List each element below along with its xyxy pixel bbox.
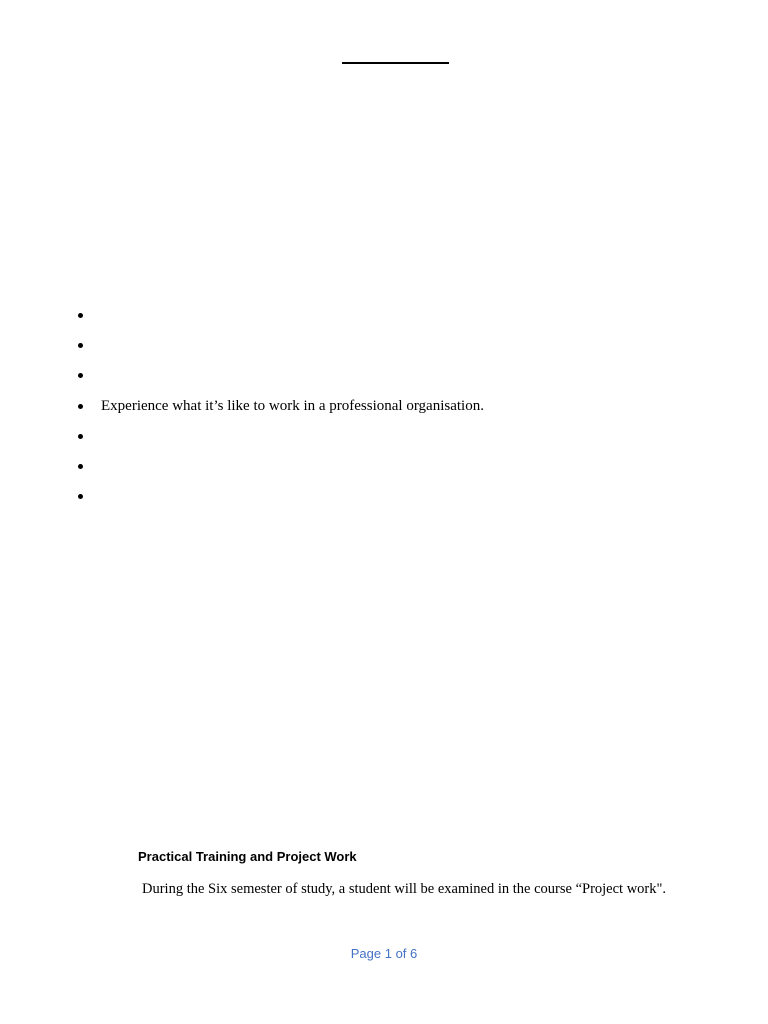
page-number-footer: Page 1 of 6: [350, 946, 418, 961]
list-item: [78, 391, 484, 421]
bullet-text: Experience what it’s like to work in a professional organisation.: [101, 397, 484, 414]
list-item: [78, 361, 484, 391]
section-heading: Practical Training and Project Work: [138, 849, 357, 864]
bullet-icon: [78, 373, 83, 378]
bullet-icon: [78, 343, 83, 348]
list-item: [78, 451, 484, 481]
list-item: [78, 482, 484, 512]
list-item: [78, 421, 484, 451]
list-item: [78, 330, 484, 360]
section-paragraph: During the Six semester of study, a student will be examined in the course “Project work".: [142, 881, 667, 897]
list-item: [78, 300, 484, 330]
bullet-icon: [78, 313, 83, 318]
bullet-icon: [78, 434, 83, 439]
bullet-icon: [78, 404, 83, 409]
bullet-list: [78, 300, 484, 512]
bullet-icon: [78, 494, 83, 499]
title-underline: [342, 62, 449, 64]
bullet-icon: [78, 464, 83, 469]
